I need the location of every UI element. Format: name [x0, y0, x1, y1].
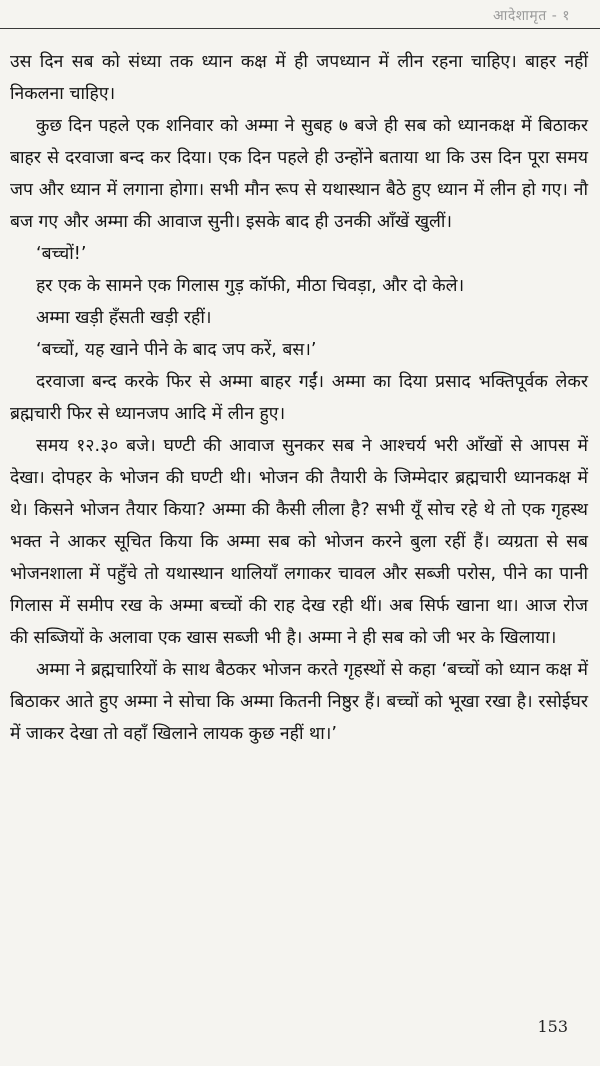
paragraph: दरवाजा बन्द करके फिर से अम्मा बाहर गईं। अम्मा का दिया प्रसाद भक्तिपूर्वक लेकर ब्रह्मचारी फिर से ध्यानजप आदि में लीन हुए।	[10, 372, 588, 424]
running-head: आदेशामृत - १	[493, 8, 570, 24]
paragraph: अम्मा खड़ी हँसती खड़ी रहीं।	[36, 308, 212, 328]
page-number: 153	[537, 1017, 568, 1036]
paragraph: कुछ दिन पहले एक शनिवार को अम्मा ने सुबह ७ बजे ही सब को ध्यानकक्ष में बिठाकर बाहर से दरवाजा बन्द कर दिया। एक दिन पहले ही उन्होंने बताया था कि उस दिन पूरा समय जप और ध्यान में लगाना होगा। सभी मौन रूप से यथास्थान बैठे हुए ध्यान में लीन हो गए। नौ बज गए और अम्मा की आवाज सुनी। इसके बाद ही उनकी आँखें खुलीं।	[10, 116, 588, 232]
body-text	[10, 46, 588, 750]
dialogue-line: ‘बच्चों!’	[36, 244, 87, 264]
header-rule	[0, 28, 600, 29]
dialogue-line: ‘बच्चों, यह खाने पीने के बाद जप करें, बस।’	[36, 340, 317, 360]
paragraph-continued: उस दिन सब को संध्या तक ध्यान कक्ष में ही जपध्यान में लीन रहना चाहिए। बाहर नहीं निकलना चाहिए।	[10, 52, 588, 104]
paragraph: हर एक के सामने एक गिलास गुड़ कॉफी, मीठा चिवड़ा, और दो केले।	[36, 276, 465, 296]
paragraph: समय १२.३० बजे। घण्टी की आवाज सुनकर सब ने आश्चर्य भरी आँखों से आपस में देखा। दोपहर के भोजन की घण्टी थी। भोजन की तैयारी के जिम्मेदार ब्रह्मचारी ध्यानकक्ष में थे। किसने भोजन तैयार किया? अम्मा की कैसी लीला है? सभी यूँ सोच रहे थे तो एक गृहस्थ भक्त ने आकर सूचित किया कि अम्मा सब को भोजन करने बुला रहीं हैं। व्यग्रता से सब भोजनशाला में पहुँचे तो यथास्थान थालियाँ लगाकर चावल और सब्जी परोस, पीने का पानी गिलास में समीप रख के अम्मा बच्चों की राह देख रही थीं। अब सिर्फ खाना था। आज रोज की सब्जियों के अलावा एक खास सब्जी भी है। अम्मा ने ही सब को जी भर के खिलाया।	[10, 436, 588, 648]
paragraph: अम्मा ने ब्रह्मचारियों के साथ बैठकर भोजन करते गृहस्थों से कहा ‘बच्चों को ध्यान कक्ष में बिठाकर आते हुए अम्मा ने सोचा कि अम्मा कितनी निष्ठुर हैं। बच्चों को भूखा रखा है। रसोईघर में जाकर देखा तो वहाँ खिलाने लायक कुछ नहीं था।’	[10, 660, 588, 744]
